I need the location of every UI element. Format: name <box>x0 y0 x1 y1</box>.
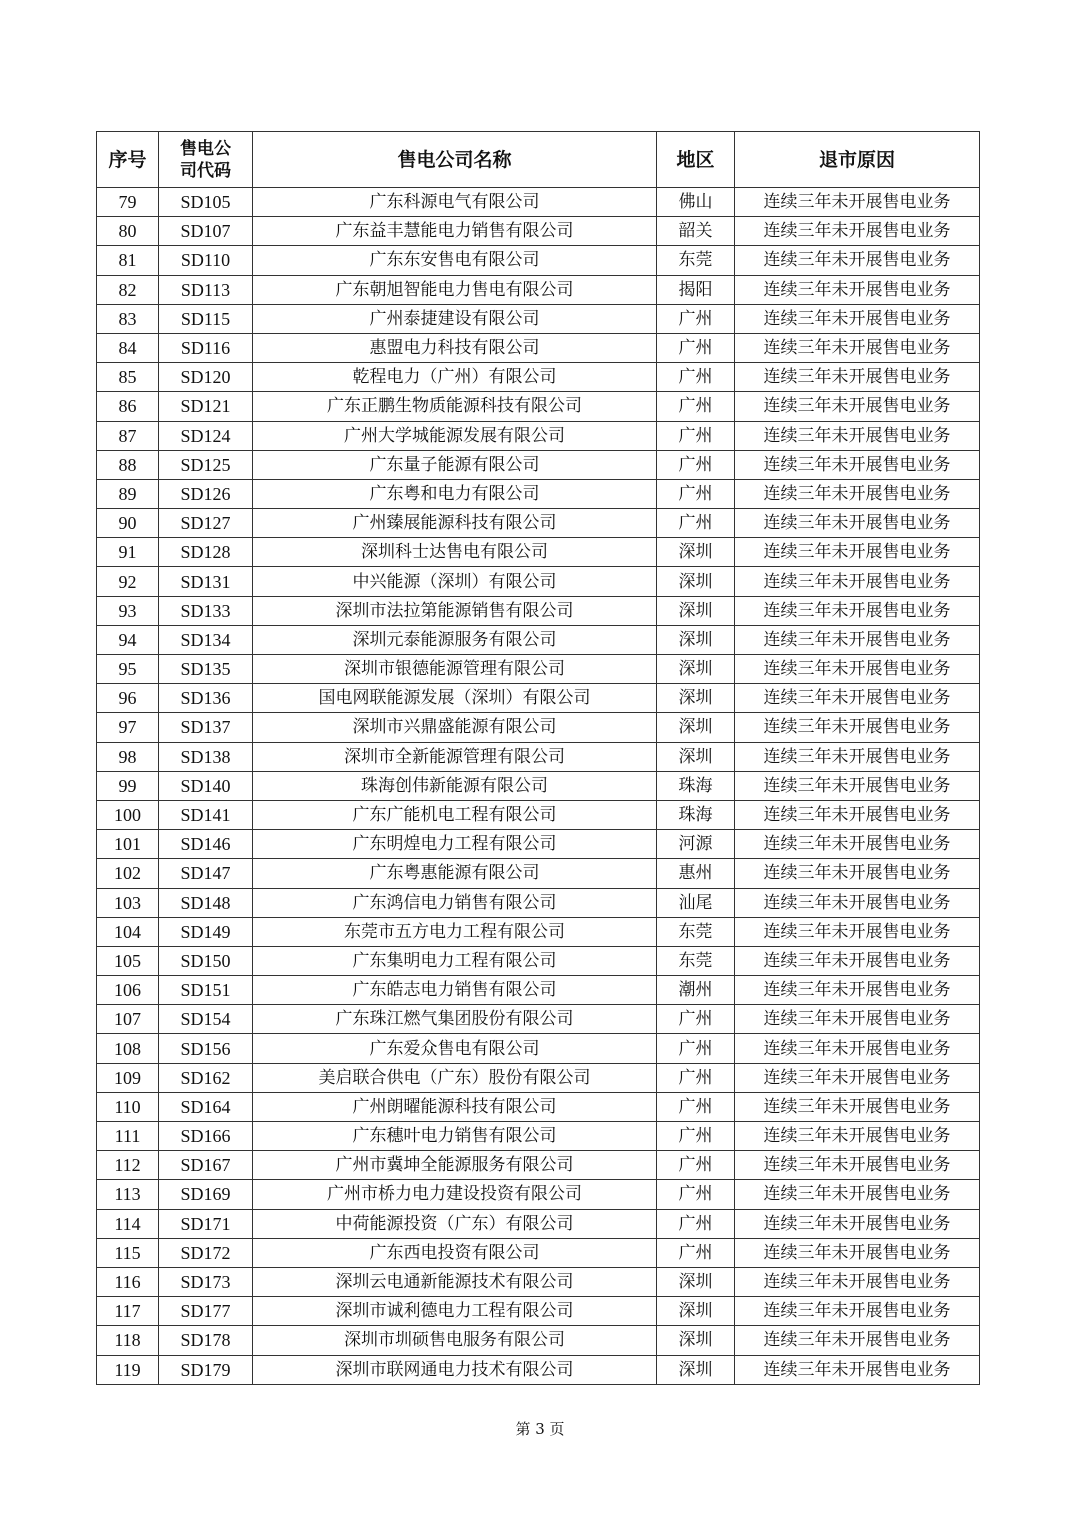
table-row <box>97 1267 980 1296</box>
company-name-cell: 珠海创伟新能源有限公司 <box>253 771 657 800</box>
serial-cell: 103 <box>97 888 159 917</box>
region-cell: 广州 <box>657 1092 735 1121</box>
serial-cell: 86 <box>97 392 159 421</box>
region-cell: 东莞 <box>657 946 735 975</box>
company-name-cell: 广东东安售电有限公司 <box>253 246 657 275</box>
serial-cell: 90 <box>97 509 159 538</box>
reason-cell: 连续三年未开展售电业务 <box>735 363 980 392</box>
code-cell: SD136 <box>159 684 253 713</box>
serial-cell: 108 <box>97 1034 159 1063</box>
serial-cell: 116 <box>97 1267 159 1296</box>
company-name-cell: 惠盟电力科技有限公司 <box>253 333 657 362</box>
table-row <box>97 1005 980 1034</box>
table-row <box>97 363 980 392</box>
table-row <box>97 217 980 246</box>
company-name-cell: 深圳市圳硕售电服务有限公司 <box>253 1326 657 1355</box>
region-cell: 深圳 <box>657 742 735 771</box>
code-cell: SD148 <box>159 888 253 917</box>
code-cell: SD178 <box>159 1326 253 1355</box>
reason-cell: 连续三年未开展售电业务 <box>735 1355 980 1384</box>
reason-cell: 连续三年未开展售电业务 <box>735 625 980 654</box>
region-cell: 深圳 <box>657 1355 735 1384</box>
serial-cell: 106 <box>97 976 159 1005</box>
region-cell: 惠州 <box>657 859 735 888</box>
table-row <box>97 859 980 888</box>
region-cell: 广州 <box>657 421 735 450</box>
code-cell: SD147 <box>159 859 253 888</box>
code-cell: SD120 <box>159 363 253 392</box>
region-cell: 深圳 <box>657 1297 735 1326</box>
retired-companies-table <box>96 131 980 1385</box>
table-row <box>97 1063 980 1092</box>
table-row <box>97 392 980 421</box>
region-cell: 深圳 <box>657 596 735 625</box>
table-row <box>97 713 980 742</box>
company-name-cell: 中荷能源投资（广东）有限公司 <box>253 1209 657 1238</box>
table-row <box>97 771 980 800</box>
company-name-cell: 广东益丰慧能电力销售有限公司 <box>253 217 657 246</box>
serial-cell: 113 <box>97 1180 159 1209</box>
region-cell: 汕尾 <box>657 888 735 917</box>
table-row <box>97 450 980 479</box>
serial-cell: 101 <box>97 830 159 859</box>
serial-cell: 87 <box>97 421 159 450</box>
table-row <box>97 1238 980 1267</box>
serial-cell: 97 <box>97 713 159 742</box>
table-row <box>97 1326 980 1355</box>
region-cell: 广州 <box>657 1151 735 1180</box>
reason-cell: 连续三年未开展售电业务 <box>735 655 980 684</box>
reason-cell: 连续三年未开展售电业务 <box>735 771 980 800</box>
code-cell: SD125 <box>159 450 253 479</box>
reason-cell: 连续三年未开展售电业务 <box>735 538 980 567</box>
company-name-cell: 深圳市法拉第能源销售有限公司 <box>253 596 657 625</box>
serial-cell: 111 <box>97 1122 159 1151</box>
company-name-cell: 深圳科士达售电有限公司 <box>253 538 657 567</box>
company-name-cell: 广东穗叶电力销售有限公司 <box>253 1122 657 1151</box>
code-cell: SD151 <box>159 976 253 1005</box>
company-name-cell: 广东粤惠能源有限公司 <box>253 859 657 888</box>
code-cell: SD124 <box>159 421 253 450</box>
region-cell: 潮州 <box>657 976 735 1005</box>
reason-cell: 连续三年未开展售电业务 <box>735 479 980 508</box>
region-cell: 深圳 <box>657 567 735 596</box>
reason-cell: 连续三年未开展售电业务 <box>735 1005 980 1034</box>
region-cell: 深圳 <box>657 538 735 567</box>
table-row <box>97 567 980 596</box>
code-cell: SD164 <box>159 1092 253 1121</box>
company-name-cell: 广东粤和电力有限公司 <box>253 479 657 508</box>
company-name-cell: 国电网联能源发展（深圳）有限公司 <box>253 684 657 713</box>
table-row <box>97 946 980 975</box>
table-row <box>97 655 980 684</box>
table-row <box>97 625 980 654</box>
code-cell: SD177 <box>159 1297 253 1326</box>
region-cell: 韶关 <box>657 217 735 246</box>
code-cell: SD154 <box>159 1005 253 1034</box>
serial-cell: 88 <box>97 450 159 479</box>
table-row <box>97 275 980 304</box>
reason-cell: 连续三年未开展售电业务 <box>735 946 980 975</box>
reason-cell: 连续三年未开展售电业务 <box>735 859 980 888</box>
reason-cell: 连续三年未开展售电业务 <box>735 1034 980 1063</box>
header-region: 地区 <box>657 132 735 188</box>
table-row <box>97 742 980 771</box>
reason-cell: 连续三年未开展售电业务 <box>735 1209 980 1238</box>
company-name-cell: 乾程电力（广州）有限公司 <box>253 363 657 392</box>
company-name-cell: 东莞市五方电力工程有限公司 <box>253 917 657 946</box>
reason-cell: 连续三年未开展售电业务 <box>735 1297 980 1326</box>
region-cell: 广州 <box>657 479 735 508</box>
serial-cell: 85 <box>97 363 159 392</box>
code-cell: SD141 <box>159 800 253 829</box>
company-name-cell: 中兴能源（深圳）有限公司 <box>253 567 657 596</box>
table-row <box>97 333 980 362</box>
region-cell: 东莞 <box>657 917 735 946</box>
reason-cell: 连续三年未开展售电业务 <box>735 421 980 450</box>
company-name-cell: 广东量子能源有限公司 <box>253 450 657 479</box>
company-name-cell: 深圳市兴鼎盛能源有限公司 <box>253 713 657 742</box>
header-serial: 序号 <box>97 132 159 188</box>
region-cell: 广州 <box>657 1180 735 1209</box>
region-cell: 佛山 <box>657 188 735 217</box>
reason-cell: 连续三年未开展售电业务 <box>735 246 980 275</box>
serial-cell: 96 <box>97 684 159 713</box>
region-cell: 深圳 <box>657 713 735 742</box>
serial-cell: 110 <box>97 1092 159 1121</box>
serial-cell: 119 <box>97 1355 159 1384</box>
table-row <box>97 976 980 1005</box>
company-name-cell: 广东明煌电力工程有限公司 <box>253 830 657 859</box>
company-name-cell: 深圳元泰能源服务有限公司 <box>253 625 657 654</box>
reason-cell: 连续三年未开展售电业务 <box>735 596 980 625</box>
serial-cell: 94 <box>97 625 159 654</box>
table-row <box>97 246 980 275</box>
region-cell: 珠海 <box>657 771 735 800</box>
code-cell: SD110 <box>159 246 253 275</box>
reason-cell: 连续三年未开展售电业务 <box>735 392 980 421</box>
serial-cell: 117 <box>97 1297 159 1326</box>
company-name-cell: 广东集明电力工程有限公司 <box>253 946 657 975</box>
table-header-row <box>97 132 980 188</box>
serial-cell: 91 <box>97 538 159 567</box>
reason-cell: 连续三年未开展售电业务 <box>735 1122 980 1151</box>
company-name-cell: 广东珠江燃气集团股份有限公司 <box>253 1005 657 1034</box>
code-cell: SD121 <box>159 392 253 421</box>
code-cell: SD146 <box>159 830 253 859</box>
region-cell: 深圳 <box>657 1326 735 1355</box>
table-row <box>97 1034 980 1063</box>
company-name-cell: 广东正鹏生物质能源科技有限公司 <box>253 392 657 421</box>
reason-cell: 连续三年未开展售电业务 <box>735 1267 980 1296</box>
code-cell: SD113 <box>159 275 253 304</box>
code-cell: SD128 <box>159 538 253 567</box>
reason-cell: 连续三年未开展售电业务 <box>735 742 980 771</box>
serial-cell: 100 <box>97 800 159 829</box>
table-row <box>97 800 980 829</box>
code-cell: SD137 <box>159 713 253 742</box>
serial-cell: 92 <box>97 567 159 596</box>
company-name-cell: 广东朝旭智能电力售电有限公司 <box>253 275 657 304</box>
table-row <box>97 304 980 333</box>
code-cell: SD115 <box>159 304 253 333</box>
company-name-cell: 广州大学城能源发展有限公司 <box>253 421 657 450</box>
company-name-cell: 广州泰捷建设有限公司 <box>253 304 657 333</box>
table-row <box>97 1092 980 1121</box>
region-cell: 广州 <box>657 1063 735 1092</box>
reason-cell: 连续三年未开展售电业务 <box>735 1326 980 1355</box>
serial-cell: 80 <box>97 217 159 246</box>
code-cell: SD134 <box>159 625 253 654</box>
region-cell: 深圳 <box>657 655 735 684</box>
code-cell: SD179 <box>159 1355 253 1384</box>
code-cell: SD167 <box>159 1151 253 1180</box>
company-name-cell: 广州市冀坤全能源服务有限公司 <box>253 1151 657 1180</box>
reason-cell: 连续三年未开展售电业务 <box>735 333 980 362</box>
serial-cell: 107 <box>97 1005 159 1034</box>
code-cell: SD150 <box>159 946 253 975</box>
reason-cell: 连续三年未开展售电业务 <box>735 1092 980 1121</box>
table-row <box>97 1209 980 1238</box>
company-name-cell: 美启联合供电（广东）股份有限公司 <box>253 1063 657 1092</box>
company-name-cell: 广东西电投资有限公司 <box>253 1238 657 1267</box>
region-cell: 东莞 <box>657 246 735 275</box>
code-cell: SD169 <box>159 1180 253 1209</box>
region-cell: 广州 <box>657 509 735 538</box>
serial-cell: 82 <box>97 275 159 304</box>
table-row <box>97 830 980 859</box>
serial-cell: 84 <box>97 333 159 362</box>
reason-cell: 连续三年未开展售电业务 <box>735 917 980 946</box>
serial-cell: 112 <box>97 1151 159 1180</box>
table-row <box>97 1180 980 1209</box>
code-cell: SD162 <box>159 1063 253 1092</box>
reason-cell: 连续三年未开展售电业务 <box>735 888 980 917</box>
company-name-cell: 广东科源电气有限公司 <box>253 188 657 217</box>
reason-cell: 连续三年未开展售电业务 <box>735 830 980 859</box>
reason-cell: 连续三年未开展售电业务 <box>735 188 980 217</box>
header-company-code <box>159 132 253 188</box>
reason-cell: 连续三年未开展售电业务 <box>735 217 980 246</box>
table-row <box>97 421 980 450</box>
page-number: 第 3 页 <box>515 1420 565 1438</box>
code-cell: SD166 <box>159 1122 253 1151</box>
serial-cell: 98 <box>97 742 159 771</box>
serial-cell: 95 <box>97 655 159 684</box>
region-cell: 珠海 <box>657 800 735 829</box>
region-cell: 深圳 <box>657 625 735 654</box>
code-cell: SD105 <box>159 188 253 217</box>
code-cell: SD131 <box>159 567 253 596</box>
company-name-cell: 深圳市联网通电力技术有限公司 <box>253 1355 657 1384</box>
code-cell: SD133 <box>159 596 253 625</box>
reason-cell: 连续三年未开展售电业务 <box>735 304 980 333</box>
code-cell: SD127 <box>159 509 253 538</box>
region-cell: 广州 <box>657 1122 735 1151</box>
reason-cell: 连续三年未开展售电业务 <box>735 684 980 713</box>
code-cell: SD149 <box>159 917 253 946</box>
code-cell: SD116 <box>159 333 253 362</box>
table-row <box>97 1151 980 1180</box>
table-row <box>97 538 980 567</box>
company-name-cell: 广东广能机电工程有限公司 <box>253 800 657 829</box>
table-row <box>97 596 980 625</box>
header-code-line2: 司代码 <box>180 160 231 181</box>
code-cell: SD140 <box>159 771 253 800</box>
region-cell: 深圳 <box>657 684 735 713</box>
header-code-line1: 售电公 <box>180 138 231 159</box>
serial-cell: 105 <box>97 946 159 975</box>
code-cell: SD135 <box>159 655 253 684</box>
serial-cell: 83 <box>97 304 159 333</box>
reason-cell: 连续三年未开展售电业务 <box>735 976 980 1005</box>
table-row <box>97 684 980 713</box>
serial-cell: 109 <box>97 1063 159 1092</box>
table-row <box>97 917 980 946</box>
reason-cell: 连续三年未开展售电业务 <box>735 509 980 538</box>
region-cell: 广州 <box>657 333 735 362</box>
region-cell: 揭阳 <box>657 275 735 304</box>
serial-cell: 115 <box>97 1238 159 1267</box>
code-cell: SD156 <box>159 1034 253 1063</box>
table-row <box>97 509 980 538</box>
table-row <box>97 1355 980 1384</box>
code-cell: SD172 <box>159 1238 253 1267</box>
region-cell: 广州 <box>657 1238 735 1267</box>
region-cell: 广州 <box>657 304 735 333</box>
serial-cell: 114 <box>97 1209 159 1238</box>
company-name-cell: 广州臻展能源科技有限公司 <box>253 509 657 538</box>
serial-cell: 102 <box>97 859 159 888</box>
company-name-cell: 深圳市银德能源管理有限公司 <box>253 655 657 684</box>
table-row <box>97 188 980 217</box>
reason-cell: 连续三年未开展售电业务 <box>735 800 980 829</box>
serial-cell: 79 <box>97 188 159 217</box>
company-name-cell: 广东爱众售电有限公司 <box>253 1034 657 1063</box>
region-cell: 广州 <box>657 1209 735 1238</box>
code-cell: SD138 <box>159 742 253 771</box>
table-row <box>97 1297 980 1326</box>
region-cell: 广州 <box>657 1005 735 1034</box>
table-row <box>97 888 980 917</box>
reason-cell: 连续三年未开展售电业务 <box>735 567 980 596</box>
company-name-cell: 深圳市全新能源管理有限公司 <box>253 742 657 771</box>
region-cell: 广州 <box>657 1034 735 1063</box>
company-name-cell: 深圳云电通新能源技术有限公司 <box>253 1267 657 1296</box>
table-body <box>97 188 980 1385</box>
header-reason: 退市原因 <box>735 132 980 188</box>
serial-cell: 104 <box>97 917 159 946</box>
reason-cell: 连续三年未开展售电业务 <box>735 713 980 742</box>
table-row <box>97 479 980 508</box>
code-cell: SD173 <box>159 1267 253 1296</box>
reason-cell: 连续三年未开展售电业务 <box>735 275 980 304</box>
serial-cell: 93 <box>97 596 159 625</box>
region-cell: 河源 <box>657 830 735 859</box>
reason-cell: 连续三年未开展售电业务 <box>735 1180 980 1209</box>
table-row <box>97 1122 980 1151</box>
region-cell: 广州 <box>657 450 735 479</box>
reason-cell: 连续三年未开展售电业务 <box>735 1238 980 1267</box>
region-cell: 广州 <box>657 392 735 421</box>
company-name-cell: 广州市桥力电力建设投资有限公司 <box>253 1180 657 1209</box>
region-cell: 广州 <box>657 363 735 392</box>
serial-cell: 118 <box>97 1326 159 1355</box>
header-company-name: 售电公司名称 <box>253 132 657 188</box>
region-cell: 深圳 <box>657 1267 735 1296</box>
company-name-cell: 广州朗曜能源科技有限公司 <box>253 1092 657 1121</box>
code-cell: SD107 <box>159 217 253 246</box>
company-name-cell: 广东鸿信电力销售有限公司 <box>253 888 657 917</box>
serial-cell: 89 <box>97 479 159 508</box>
reason-cell: 连续三年未开展售电业务 <box>735 1151 980 1180</box>
serial-cell: 81 <box>97 246 159 275</box>
reason-cell: 连续三年未开展售电业务 <box>735 1063 980 1092</box>
code-cell: SD171 <box>159 1209 253 1238</box>
serial-cell: 99 <box>97 771 159 800</box>
code-cell: SD126 <box>159 479 253 508</box>
company-name-cell: 深圳市诚利德电力工程有限公司 <box>253 1297 657 1326</box>
company-name-cell: 广东皓志电力销售有限公司 <box>253 976 657 1005</box>
reason-cell: 连续三年未开展售电业务 <box>735 450 980 479</box>
